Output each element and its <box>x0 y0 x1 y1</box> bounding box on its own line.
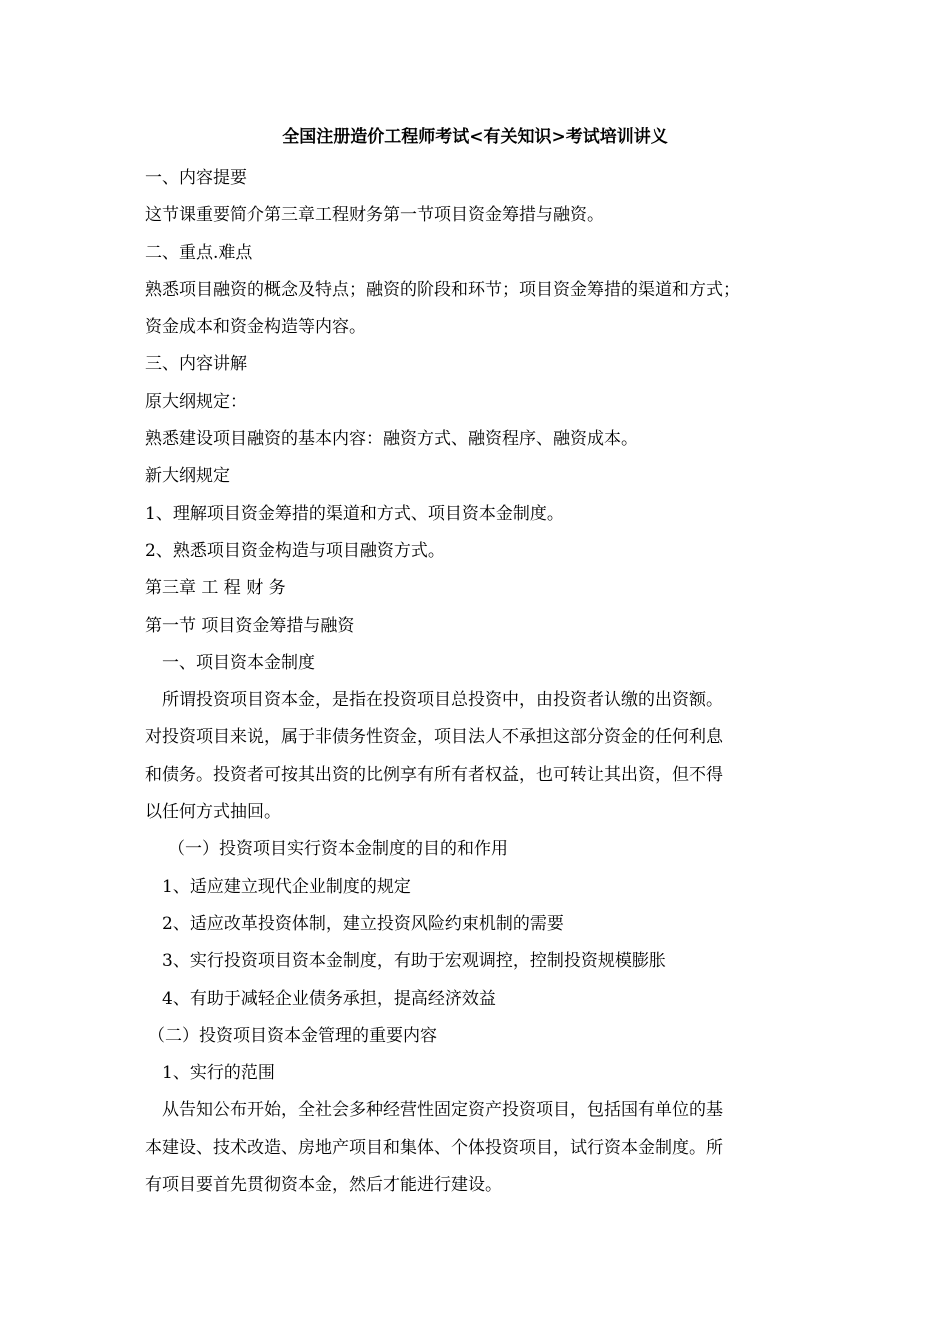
paragraph-line: 有项目要首先贯彻资本金，然后才能进行建设。 <box>145 1175 502 1196</box>
list-item: 1、理解项目资金筹措的渠道和方式、项目资本金制度。 <box>145 503 564 524</box>
section-heading: 第一节 项目资金筹措与融资 <box>145 615 355 636</box>
list-item: 2、熟悉项目资金构造与项目融资方式。 <box>145 540 445 561</box>
list-item: 2、适应改革投资体制，建立投资风险约束机制的需要 <box>162 913 564 934</box>
document-body <box>145 160 815 1204</box>
paragraph-line: 本建设、技术改造、房地产项目和集体、个体投资项目，试行资本金制度。所 <box>145 1137 723 1158</box>
paragraph-line: 所谓投资项目资本金，是指在投资项目总投资中，由投资者认缴的出资额。 <box>162 690 723 711</box>
list-item: 3、实行投资项目资本金制度，有助于宏观调控，控制投资规模膨胀 <box>162 951 666 972</box>
list-item: 1、实行的范围 <box>162 1063 275 1084</box>
paragraph-line: 以任何方式抽回。 <box>145 802 281 823</box>
chapter-heading: 第三章 工 程 财 务 <box>145 578 286 599</box>
section-heading-explanation: 三、内容讲解 <box>145 354 247 375</box>
paragraph-line: 新大纲规定 <box>145 466 230 487</box>
paragraph-line: 原大纲规定： <box>145 391 247 412</box>
subsection-heading: 一、项目资本金制度 <box>162 652 315 673</box>
list-item: 4、有助于减轻企业债务承担，提高经济效益 <box>162 988 496 1009</box>
paragraph-line: 熟悉项目融资的概念及特点；融资的阶段和环节；项目资金筹措的渠道和方式； <box>145 279 740 300</box>
paragraph-line: 熟悉建设项目融资的基本内容：融资方式、融资程序、融资成本。 <box>145 429 638 450</box>
subsection-heading: （一）投资项目实行资本金制度的目的和作用 <box>168 839 508 860</box>
section-heading-key-points: 二、重点.难点 <box>145 242 253 263</box>
subsection-heading: （二）投资项目资本金管理的重要内容 <box>148 1025 437 1046</box>
list-item: 1、适应建立现代企业制度的规定 <box>162 876 411 897</box>
paragraph-line: 对投资项目来说，属于非债务性资金，项目法人不承担这部分资金的任何利息 <box>145 727 723 748</box>
document-title: 全国注册造价工程师考试<有关知识>考试培训讲义 <box>282 127 668 147</box>
paragraph-line: 和债务。投资者可按其出资的比例享有所有者权益，也可转让其出资，但不得 <box>145 764 723 785</box>
paragraph-line: 这节课重要简介第三章工程财务第一节项目资金筹措与融资。 <box>145 205 604 226</box>
paragraph-line: 从告知公布开始，全社会多种经营性固定资产投资项目，包括国有单位的基 <box>162 1100 723 1121</box>
section-heading-summary: 一、内容提要 <box>145 168 247 188</box>
paragraph-line: 资金成本和资金构造等内容。 <box>145 317 366 338</box>
